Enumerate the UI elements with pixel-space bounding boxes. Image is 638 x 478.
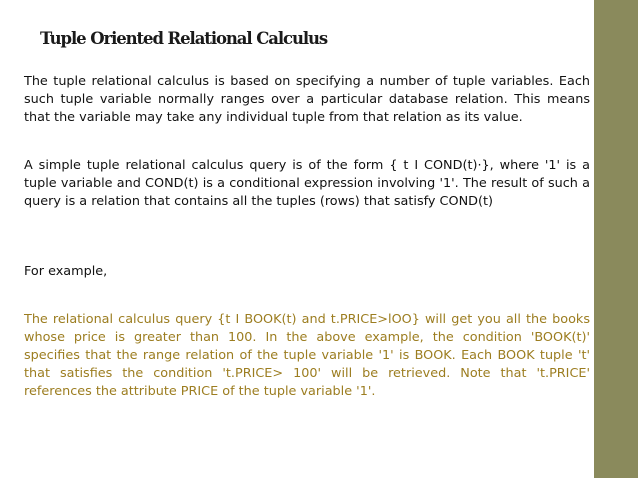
slide-title: Tuple Oriented Relational Calculus: [40, 29, 328, 48]
paragraph-example: The relational calculus query {t I BOOK(t) and t.PRICE>lOO} will get you all the books whose price is greater than 100. In the above example, the condition 'BOOK(t)' specifies that the range relation of the tuple variable '1' is BOOK. Each BOOK tuple 't' that satisfies the condition 't.PRICE> 100' will be retrieved. Note that 't.PRICE' references the attribute PRICE of the tuple variable '1'.: [24, 312, 590, 399]
paragraph-example-intro: For example,: [24, 264, 108, 279]
decorative-side-bar: [594, 0, 638, 478]
paragraph-query-form: A simple tuple relational calculus query is of the form { t I COND(t)·}, where '1' is a tuple variable and COND(t) is a conditional expression involving '1'. The result of such a query is a relation that contains all the tuples (rows) that satisfy COND(t): [24, 158, 590, 209]
paragraph-definition: The tuple relational calculus is based on specifying a number of tuple variables. Each such tuple variable normally ranges over a particular database relation. This means that the variable may take any individual tuple from that relation as its value.: [24, 74, 590, 125]
